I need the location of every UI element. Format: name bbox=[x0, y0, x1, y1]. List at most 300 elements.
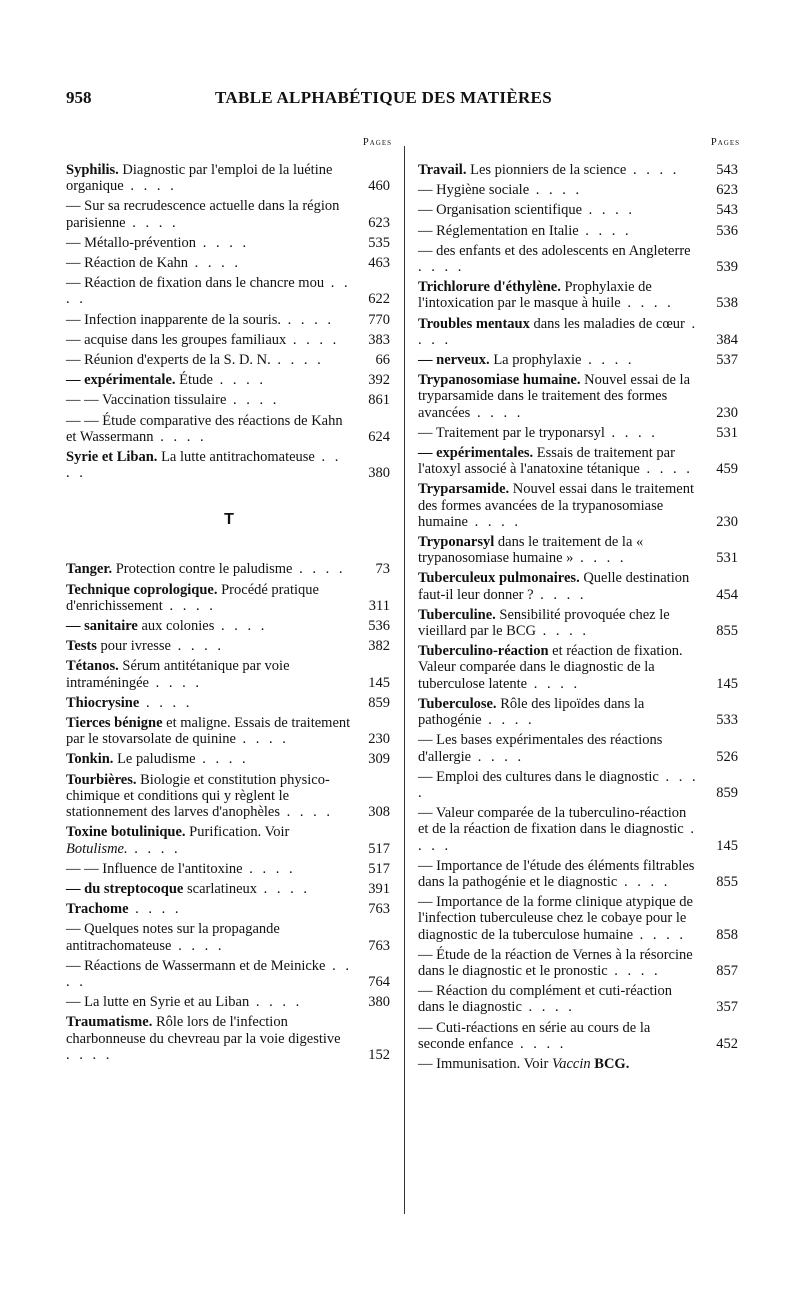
entry-head-word: — nerveux. bbox=[418, 352, 490, 369]
entry-head-word: Trichlorure d'éthylène. bbox=[418, 279, 561, 296]
entry-description: Essais de traitement par l'atoxyl associé à l'anatoxine tétanique bbox=[418, 445, 675, 478]
leader-dots: . . . . bbox=[292, 561, 346, 578]
entry-text bbox=[418, 1056, 700, 1072]
running-head: TABLE ALPHABÉTIQUE DES MATIÈRES bbox=[215, 88, 552, 107]
index-entry bbox=[66, 582, 392, 614]
entry-description: — Infection inapparente de la souris. bbox=[66, 311, 282, 328]
entry-head-word: Tonkin. bbox=[66, 751, 114, 768]
entry-page-number: 460 bbox=[368, 178, 390, 195]
entry-page-number: 536 bbox=[368, 618, 390, 635]
entry-head-word: Tuberculino-réaction bbox=[418, 643, 549, 660]
entry-page-number: 861 bbox=[368, 392, 390, 409]
entry-page-number: 384 bbox=[716, 331, 738, 348]
entry-head-word: Travail. bbox=[418, 162, 467, 178]
entry-description: — La lutte en Syrie et au Liban bbox=[66, 994, 250, 1011]
entry-page-number: 855 bbox=[716, 873, 738, 890]
entry-description: Diagnostic par l'emploi de la luétine organique bbox=[66, 162, 333, 195]
index-entry bbox=[418, 947, 740, 979]
entry-description: et réaction de fixation. Valeur comparée dans le diagnostic de la tuberculose latente bbox=[418, 643, 683, 692]
entry-text bbox=[66, 658, 352, 690]
entry-head-word: Thiocrysine bbox=[66, 694, 140, 711]
entry-description: Étude bbox=[175, 372, 213, 389]
entry-text bbox=[66, 312, 352, 328]
entry-head-word: — sanitaire bbox=[66, 618, 138, 635]
index-entry bbox=[66, 275, 392, 307]
pages-column-label: Pages bbox=[362, 137, 392, 148]
index-entry bbox=[418, 481, 740, 530]
entry-text bbox=[418, 769, 700, 801]
leader-dots: . . . . bbox=[212, 372, 266, 389]
entry-page-number: 763 bbox=[368, 901, 390, 918]
entry-description: dans le traitement de la « trypanosomiase humaine » bbox=[418, 534, 644, 567]
entry-description: — — Influence de l'antitoxine bbox=[66, 860, 243, 877]
entry-head-word: Trypanosomiase humaine. bbox=[418, 372, 581, 389]
entry-text bbox=[66, 162, 352, 194]
entry-page-number: 66 bbox=[375, 352, 390, 369]
leader-dots: . . . . bbox=[196, 234, 250, 251]
entry-text bbox=[418, 607, 700, 639]
entry-description: Les pionniers de la science bbox=[466, 162, 627, 178]
entry-text bbox=[418, 1020, 700, 1052]
entry-page-number: 392 bbox=[368, 372, 390, 389]
leader-dots: . . . . bbox=[418, 821, 697, 854]
entry-text bbox=[66, 561, 352, 577]
entry-text bbox=[418, 279, 700, 311]
entry-page-number: 526 bbox=[716, 748, 738, 765]
entry-head-word: — expérimentale. bbox=[66, 372, 176, 389]
leader-dots: . . . . bbox=[418, 259, 465, 276]
index-entry bbox=[418, 983, 740, 1015]
leader-dots: . . . . bbox=[214, 618, 268, 635]
entry-text bbox=[66, 449, 352, 481]
leader-dots: . . . . bbox=[270, 352, 324, 369]
entry-page-number: 531 bbox=[716, 424, 738, 441]
entry-page-number: 145 bbox=[716, 837, 738, 854]
index-entry bbox=[418, 279, 740, 311]
entry-text bbox=[418, 805, 700, 854]
entry-text bbox=[418, 425, 700, 441]
entry-head-word: Tierces bénigne bbox=[66, 715, 163, 732]
entry-page-number: 623 bbox=[368, 214, 390, 231]
index-entry bbox=[66, 235, 392, 251]
entry-page-number: 380 bbox=[368, 994, 390, 1011]
index-entry bbox=[66, 638, 392, 654]
index-entry bbox=[418, 425, 740, 441]
entry-description: Biologie et constitution physico-chimique et conditions qui y règlent le stationnement des larves d'anophèles bbox=[66, 771, 330, 821]
entry-page-number: 152 bbox=[368, 1046, 390, 1063]
entry-text bbox=[418, 534, 700, 566]
index-entry bbox=[418, 1020, 740, 1052]
index-entry bbox=[66, 352, 392, 368]
entry-text bbox=[66, 772, 352, 821]
leader-dots: . . . . bbox=[153, 428, 207, 445]
entry-description: La lutte antitrachomateuse bbox=[157, 449, 315, 466]
entry-description: Nouvel essai de la tryparsamide dans le traitement des formes avancées bbox=[418, 372, 691, 421]
entry-page-number: 535 bbox=[368, 234, 390, 251]
entry-description: Le paludisme bbox=[113, 751, 196, 768]
entry-page-number: 858 bbox=[716, 926, 738, 943]
right-column bbox=[418, 136, 740, 1076]
entry-description: Sensibilité provoquée chez le vieillard par le BCG bbox=[418, 606, 670, 640]
index-entry bbox=[418, 805, 740, 854]
entry-description: — — Vaccination tissulaire bbox=[66, 392, 227, 409]
entry-page-number: 533 bbox=[716, 712, 738, 729]
entry-description: — Quelques notes sur la propagande antitrachomateuse bbox=[66, 921, 280, 954]
leader-dots: . . . . bbox=[249, 994, 303, 1011]
index-entry bbox=[66, 372, 392, 388]
leader-dots: . . . . bbox=[582, 202, 636, 219]
entry-head-word: Syphilis. bbox=[66, 162, 119, 178]
leader-dots: . . . . bbox=[418, 315, 699, 348]
leader-dots: . . . . bbox=[470, 404, 524, 421]
leader-dots: . . . . bbox=[581, 352, 635, 369]
entry-page-number: 391 bbox=[368, 880, 390, 897]
entry-description: — Réaction de Kahn bbox=[66, 255, 189, 272]
entry-page-number: 145 bbox=[716, 675, 738, 692]
index-entry bbox=[418, 570, 740, 602]
index-entry bbox=[66, 881, 392, 897]
entry-text bbox=[66, 372, 352, 388]
entry-description: — Réaction de fixation dans le chancre mou bbox=[66, 275, 325, 292]
leader-dots: . . . . bbox=[139, 694, 193, 711]
entry-text bbox=[418, 162, 700, 178]
entry-head-word: Traumatisme. bbox=[66, 1014, 153, 1031]
entry-text bbox=[418, 643, 700, 692]
index-entry bbox=[418, 534, 740, 566]
index-entry bbox=[418, 769, 740, 801]
page-number: 958 bbox=[66, 88, 92, 107]
entry-text bbox=[66, 901, 352, 917]
index-entry bbox=[66, 255, 392, 271]
entry-text bbox=[66, 235, 352, 251]
index-entry bbox=[418, 162, 740, 178]
entry-text bbox=[66, 413, 352, 445]
entry-description: — Réactions de Wassermann et de Meinicke bbox=[66, 957, 326, 974]
entry-text bbox=[66, 275, 352, 307]
entry-page-number: 539 bbox=[716, 259, 738, 276]
entry-text bbox=[418, 316, 700, 348]
entry-description: La prophylaxie bbox=[489, 352, 582, 369]
entry-text bbox=[66, 638, 352, 654]
index-entry bbox=[66, 1014, 392, 1063]
index-entry bbox=[66, 449, 392, 481]
index-entry bbox=[418, 182, 740, 198]
entry-description: dans les maladies de cœur bbox=[529, 315, 685, 332]
entry-page-number: 145 bbox=[368, 674, 390, 691]
leader-dots: . . . . bbox=[573, 550, 627, 567]
entry-page-number: 855 bbox=[716, 623, 738, 640]
entry-page-number: 463 bbox=[368, 255, 390, 272]
entry-page-number: 623 bbox=[716, 182, 738, 199]
entry-description: scarlatineux bbox=[183, 880, 258, 897]
entry-page-number: 517 bbox=[368, 840, 390, 857]
entry-head-word: — du streptocoque bbox=[66, 880, 184, 897]
entry-description: pour ivresse bbox=[96, 638, 171, 655]
entry-head-word: Tétanos. bbox=[66, 658, 119, 675]
entry-text bbox=[66, 332, 352, 348]
leader-dots: . . . . bbox=[171, 937, 225, 954]
entry-tail: BCG. bbox=[590, 1055, 630, 1072]
entry-text bbox=[418, 983, 700, 1015]
entry-description: — Sur sa recrudescence actuelle dans la région parisienne bbox=[66, 198, 340, 231]
entry-description: — Réunion d'experts de la S. D. N. bbox=[66, 352, 271, 369]
index-entry bbox=[66, 751, 392, 767]
index-entry bbox=[418, 696, 740, 728]
column-divider bbox=[404, 146, 405, 1214]
entry-page-number: 624 bbox=[368, 428, 390, 445]
leader-dots: . . . . bbox=[242, 860, 296, 877]
entry-description: Purification. Voir bbox=[185, 824, 290, 841]
index-list-t bbox=[66, 561, 392, 1062]
entry-description: — Réaction du complément et cuti-réaction dans le diagnostic bbox=[418, 983, 673, 1016]
entry-text bbox=[418, 858, 700, 890]
leader-dots: . . . . bbox=[226, 392, 280, 409]
entry-description: Prophylaxie de l'intoxication par le masque à huile bbox=[418, 279, 652, 312]
entry-description: Rôle des lipoïdes dans la pathogénie bbox=[418, 695, 645, 729]
entry-head-word: Tuberculose. bbox=[418, 695, 497, 712]
entry-page-number: 622 bbox=[368, 291, 390, 308]
pages-column-label: Pages bbox=[710, 137, 740, 148]
entry-head-word: Trachome bbox=[66, 901, 129, 918]
entry-head-word: Tanger. bbox=[66, 561, 113, 578]
leader-dots: . . . . bbox=[235, 731, 289, 748]
entry-head-word: Tests bbox=[66, 638, 97, 655]
entry-text bbox=[66, 392, 352, 408]
entry-text bbox=[418, 570, 700, 602]
entry-text bbox=[418, 223, 700, 239]
index-entry bbox=[66, 824, 392, 856]
leader-dots: . . . . bbox=[148, 674, 202, 691]
entry-description: — Emploi des cultures dans le diagnostic bbox=[418, 768, 659, 785]
entry-text bbox=[418, 894, 700, 943]
entry-text bbox=[418, 182, 700, 198]
index-entry bbox=[66, 413, 392, 445]
leader-dots: . . . . bbox=[66, 449, 342, 482]
index-entry bbox=[66, 618, 392, 634]
leader-dots: . . . . bbox=[620, 295, 674, 312]
entry-page-number: 382 bbox=[368, 638, 390, 655]
entry-description: et maligne. Essais de traitement par le stovarsolate de quinine bbox=[66, 715, 351, 748]
leader-dots: . . . . bbox=[170, 638, 224, 655]
entry-head-word: Tuberculine. bbox=[418, 606, 496, 623]
entry-text bbox=[66, 618, 352, 634]
entry-text bbox=[66, 824, 352, 856]
leader-dots: . . . . bbox=[535, 623, 589, 640]
entry-description: — Importance de la forme clinique atypique de l'infection tuberculeuse chez le cobaye pour le diagnostic de la tuberculose humaine bbox=[418, 894, 693, 943]
entry-description: — Métallo-prévention bbox=[66, 234, 197, 251]
leader-dots: . . . . bbox=[123, 178, 177, 195]
index-entry bbox=[418, 445, 740, 477]
entry-page-number: 538 bbox=[716, 295, 738, 312]
leader-dots: . . . . bbox=[281, 311, 335, 328]
entry-description: — Valeur comparée de la tuberculino-réaction et de la réaction de fixation dans le diagnostic bbox=[418, 805, 687, 838]
entry-text bbox=[418, 243, 700, 275]
entry-text bbox=[418, 372, 700, 421]
index-entry bbox=[66, 715, 392, 747]
leader-dots: . . . . bbox=[418, 768, 699, 801]
index-entry bbox=[66, 392, 392, 408]
index-entry bbox=[66, 658, 392, 690]
entry-page-number: 380 bbox=[368, 465, 390, 482]
leader-dots: . . . . bbox=[66, 1046, 113, 1063]
index-entry bbox=[418, 243, 740, 275]
index-entry bbox=[418, 223, 740, 239]
entry-page-number: 536 bbox=[716, 222, 738, 239]
leader-dots: . . . . bbox=[188, 255, 242, 272]
leader-dots: . . . . bbox=[604, 424, 658, 441]
entry-text bbox=[418, 352, 700, 368]
leader-dots: . . . . bbox=[529, 182, 583, 199]
entry-page-number: 517 bbox=[368, 860, 390, 877]
entry-description: — Organisation scientifique bbox=[418, 202, 583, 219]
entry-cross-reference: Vaccin bbox=[552, 1055, 591, 1072]
index-entry bbox=[418, 643, 740, 692]
entry-text bbox=[418, 202, 700, 218]
leader-dots: . . . . bbox=[639, 461, 693, 478]
leader-dots: . . . . bbox=[127, 840, 181, 857]
entry-page-number: 859 bbox=[368, 694, 390, 711]
entry-text bbox=[66, 861, 352, 877]
entry-page-number: 357 bbox=[716, 999, 738, 1016]
entry-description: — Immunisation. Voir bbox=[418, 1055, 552, 1072]
index-entry bbox=[66, 312, 392, 328]
entry-text bbox=[66, 751, 352, 767]
entry-head-word: Toxine botulinique. bbox=[66, 824, 186, 841]
entry-page-number: 543 bbox=[716, 202, 738, 219]
index-entry bbox=[66, 901, 392, 917]
entry-text bbox=[66, 695, 352, 711]
leader-dots: . . . . bbox=[66, 957, 352, 990]
entry-description: — acquise dans les groupes familiaux bbox=[66, 331, 287, 348]
entry-text bbox=[418, 445, 700, 477]
entry-text bbox=[66, 1014, 352, 1063]
index-entry bbox=[418, 202, 740, 218]
entry-page-number: 311 bbox=[368, 597, 390, 614]
entry-description: aux colonies bbox=[137, 618, 215, 635]
entry-description: — des enfants et des adolescents en Angleterre bbox=[418, 242, 691, 259]
entry-page-number: 454 bbox=[716, 586, 738, 603]
index-entry bbox=[66, 162, 392, 194]
entry-text bbox=[66, 715, 352, 747]
entry-page-number: 764 bbox=[368, 973, 390, 990]
index-entry bbox=[418, 316, 740, 348]
index-entry bbox=[66, 958, 392, 990]
index-entry bbox=[418, 732, 740, 764]
leader-dots: . . . . bbox=[633, 926, 687, 943]
entry-page-number: 383 bbox=[368, 331, 390, 348]
entry-cross-reference: Botulisme. bbox=[66, 840, 128, 857]
index-entry bbox=[66, 921, 392, 953]
leader-dots: . . . . bbox=[626, 162, 680, 178]
index-entry bbox=[66, 561, 392, 577]
entry-text bbox=[66, 255, 352, 271]
leader-dots: . . . . bbox=[527, 675, 581, 692]
entry-description: Nouvel essai dans le traitement des formes avancées de la trypanosomiase humaine bbox=[418, 481, 694, 530]
entry-page-number: 309 bbox=[368, 751, 390, 768]
letter-section-heading: T bbox=[224, 511, 234, 529]
entry-text bbox=[66, 582, 352, 614]
leader-dots: . . . . bbox=[128, 901, 182, 918]
entry-page-number: 537 bbox=[716, 352, 738, 369]
leader-dots: . . . . bbox=[195, 751, 249, 768]
index-entry bbox=[66, 772, 392, 821]
left-column bbox=[66, 136, 392, 1067]
leader-dots: . . . . bbox=[280, 804, 334, 821]
leader-dots: . . . . bbox=[471, 748, 525, 765]
entry-description: — Traitement par le tryponarsyl bbox=[418, 424, 605, 441]
index-entry bbox=[66, 861, 392, 877]
entry-text bbox=[66, 352, 352, 368]
entry-head-word: Tuberculeux pulmonaires. bbox=[418, 570, 580, 587]
entry-head-word: Tryparsamide. bbox=[418, 481, 510, 498]
entry-page-number: 308 bbox=[368, 804, 390, 821]
entry-description: — Réglementation en Italie bbox=[418, 222, 579, 239]
entry-page-number: 763 bbox=[368, 937, 390, 954]
entry-text bbox=[418, 481, 700, 530]
entry-description: Procédé pratique d'enrichissement bbox=[66, 581, 319, 614]
entry-text bbox=[418, 947, 700, 979]
leader-dots: . . . . bbox=[286, 331, 340, 348]
leader-dots: . . . . bbox=[521, 999, 575, 1016]
entry-description: Protection contre le paludisme bbox=[112, 561, 293, 578]
index-entry bbox=[418, 372, 740, 421]
entry-description: — Cuti-réactions en série au cours de la seconde enfance bbox=[418, 1019, 651, 1052]
entry-page-number: 73 bbox=[375, 561, 390, 578]
entry-description: — Importance de l'étude des éléments filtrables dans la pathogénie et le diagnostic bbox=[418, 857, 695, 890]
leader-dots: . . . . bbox=[125, 214, 179, 231]
index-entry bbox=[418, 607, 740, 639]
entry-description: Rôle lors de l'infection charbonneuse du chevreau par la voie digestive bbox=[66, 1014, 341, 1047]
leader-dots: . . . . bbox=[513, 1035, 567, 1052]
entry-page-number: 543 bbox=[716, 162, 738, 178]
entry-head-word: — expérimentales. bbox=[418, 445, 534, 462]
leader-dots: . . . . bbox=[617, 873, 671, 890]
entry-text bbox=[66, 921, 352, 953]
entry-head-word: Tryponarsyl bbox=[418, 534, 495, 551]
leader-dots: . . . . bbox=[257, 880, 311, 897]
leader-dots: . . . . bbox=[481, 712, 535, 729]
index-entry bbox=[66, 332, 392, 348]
entry-page-number: 459 bbox=[716, 461, 738, 478]
index-entry bbox=[66, 994, 392, 1010]
entry-page-number: 452 bbox=[716, 1035, 738, 1052]
entry-description: Quelle destination faut-il leur donner ? bbox=[418, 570, 690, 603]
entry-text bbox=[66, 881, 352, 897]
entry-page-number: 770 bbox=[368, 311, 390, 328]
index-entry bbox=[66, 198, 392, 230]
entry-text bbox=[418, 732, 700, 764]
entry-page-number: 859 bbox=[716, 784, 738, 801]
entry-description: Sérum antitétanique par voie intraméningée bbox=[66, 658, 290, 691]
entry-description: — Hygiène sociale bbox=[418, 182, 530, 199]
index-list-right bbox=[418, 162, 740, 1072]
leader-dots: . . . . bbox=[66, 275, 351, 308]
index-entry bbox=[418, 1056, 740, 1072]
entry-text bbox=[66, 198, 352, 230]
entry-head-word: Tourbières. bbox=[66, 771, 137, 788]
leader-dots: . . . . bbox=[162, 597, 216, 614]
entry-head-word: Syrie et Liban. bbox=[66, 449, 158, 466]
index-entry bbox=[418, 858, 740, 890]
entry-head-word: Technique coprologique. bbox=[66, 581, 218, 598]
entry-description: — Les bases expérimentales des réactions d'allergie bbox=[418, 732, 663, 765]
entry-description: — Étude de la réaction de Vernes à la résorcine dans le diagnostic et le pronostic bbox=[418, 946, 693, 979]
leader-dots: . . . . bbox=[533, 586, 587, 603]
entry-description: — — Étude comparative des réactions de Kahn et Wassermann bbox=[66, 412, 343, 445]
leader-dots: . . . . bbox=[467, 513, 521, 530]
index-entry bbox=[66, 695, 392, 711]
entry-text bbox=[66, 994, 352, 1010]
